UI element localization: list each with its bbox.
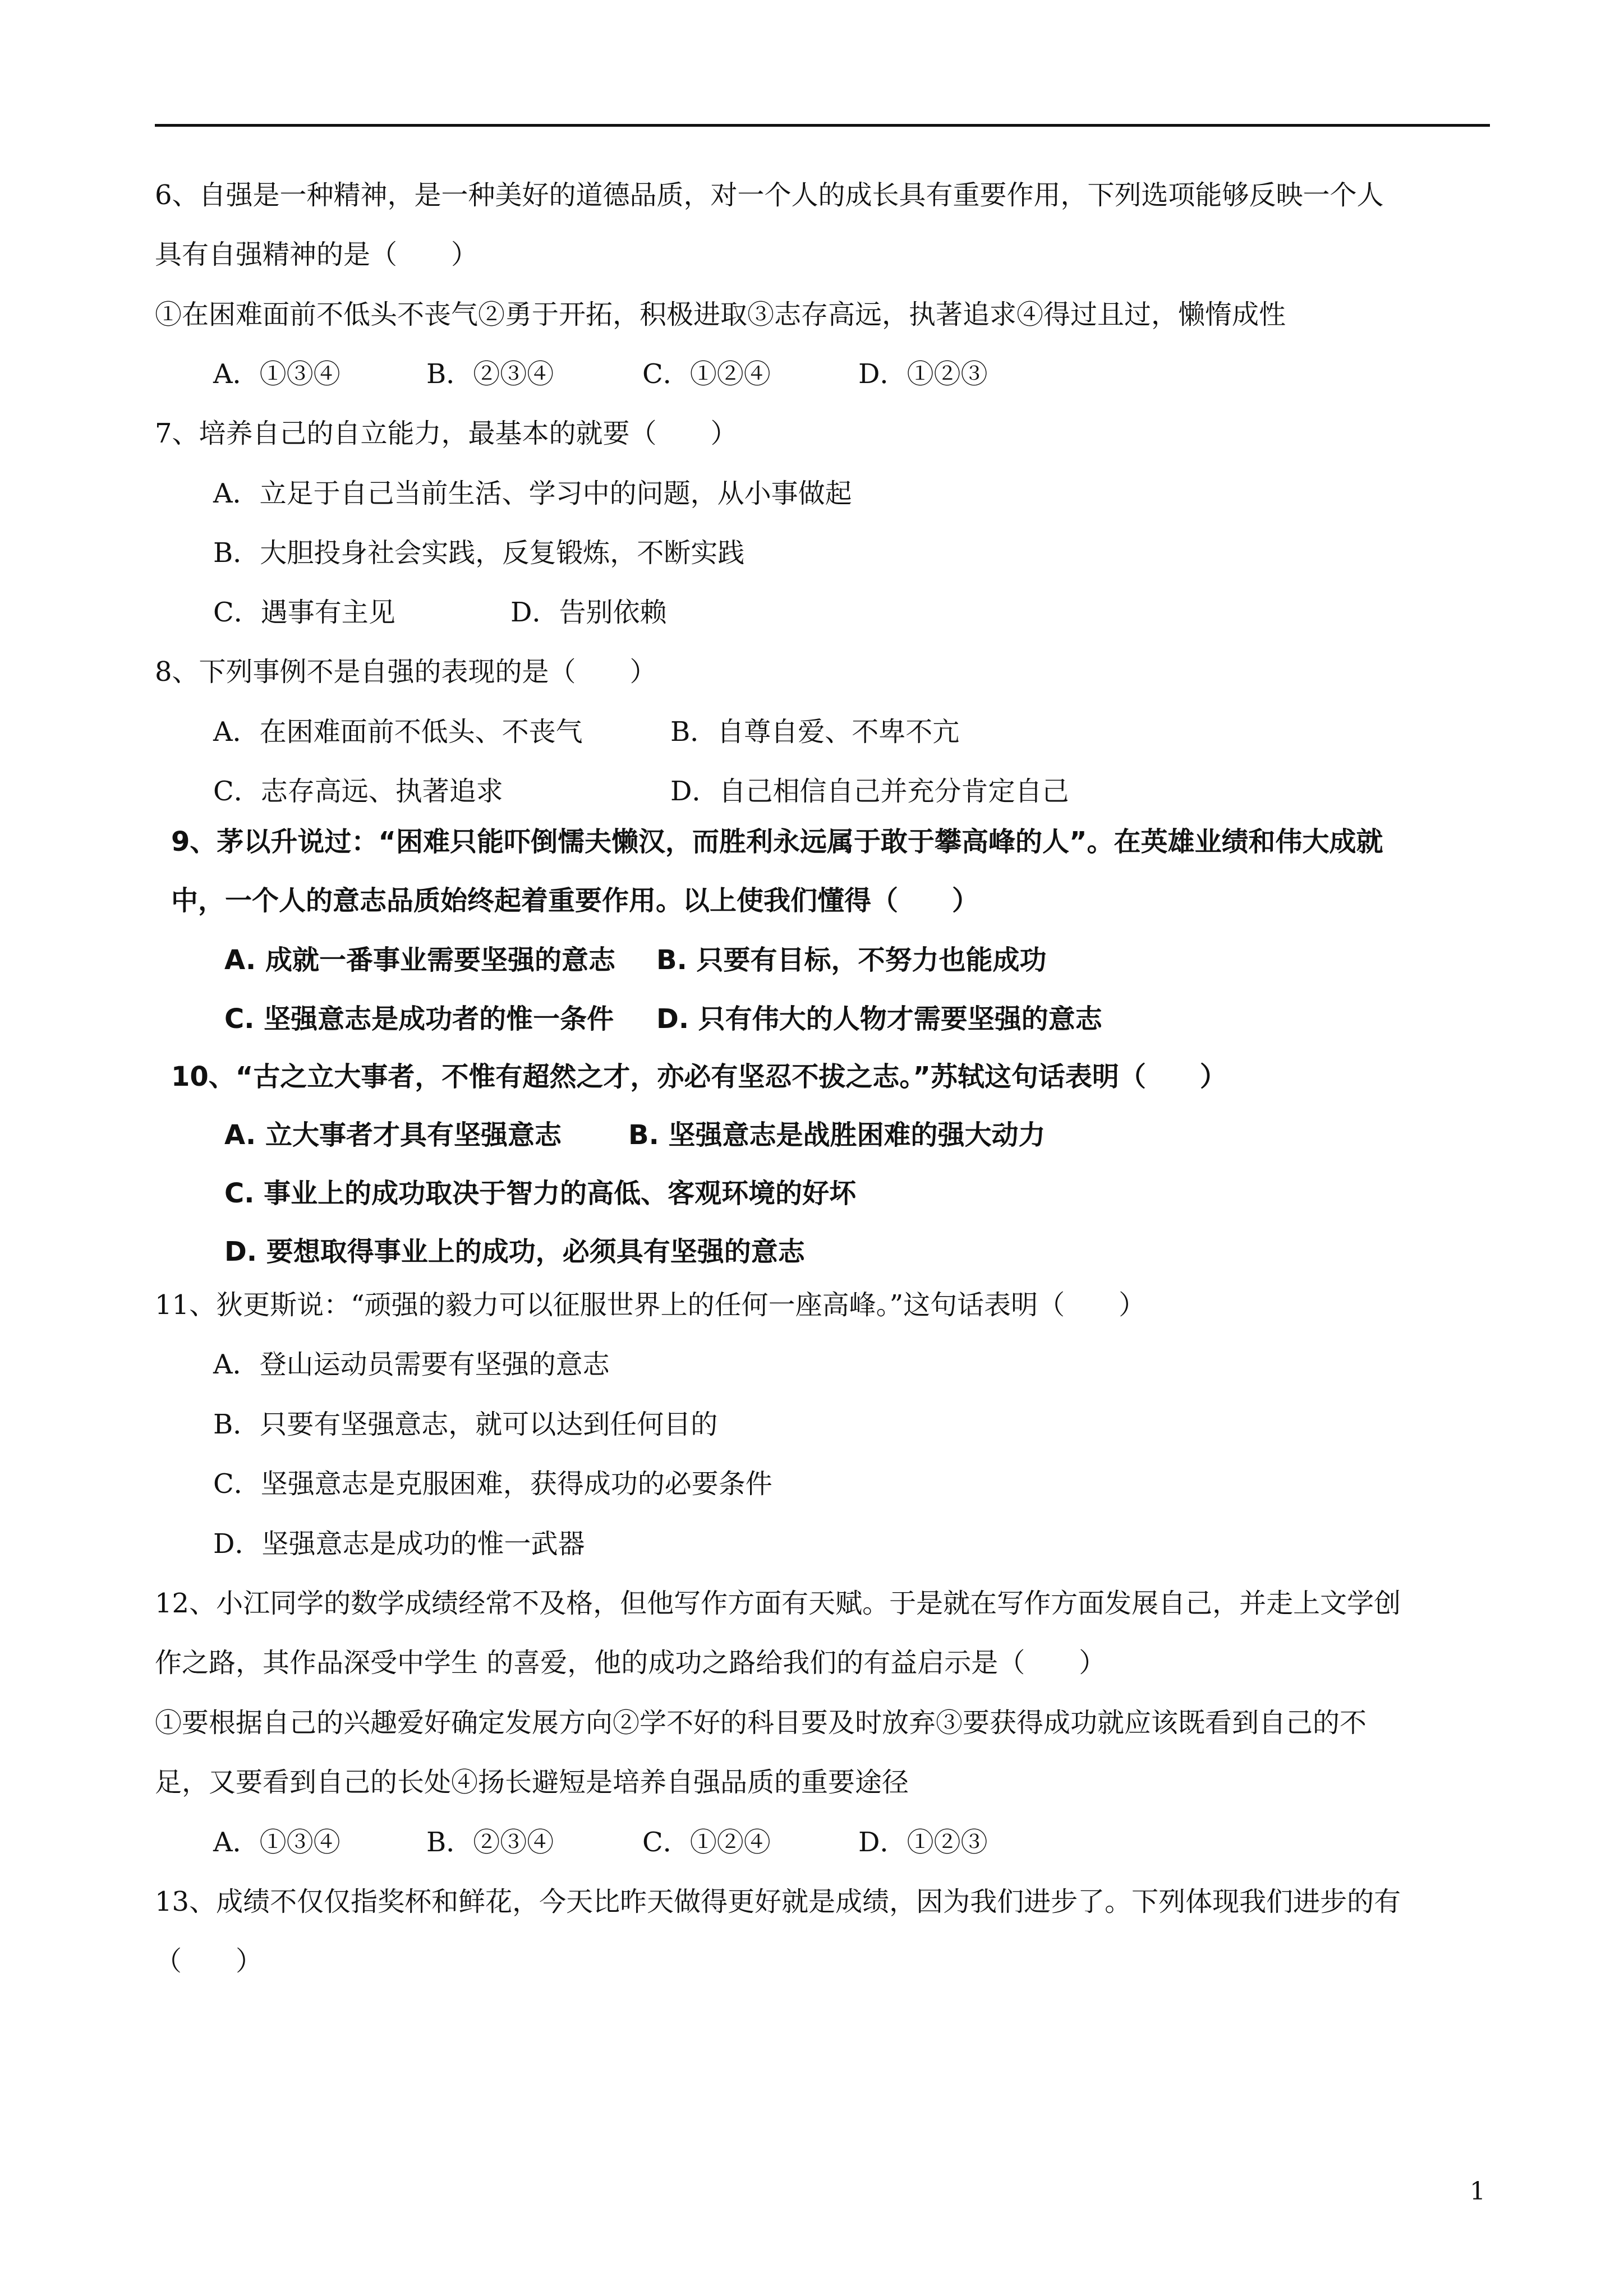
option-c: C．遇事有主见 [213, 597, 395, 628]
question-stem: 13、成绩不仅仅指奖杯和鲜花，今天比昨天做得更好就是成绩，因为我们进步了。下列体现我们进步的有 [155, 1886, 1401, 1917]
option-b: B．②③④ [426, 358, 554, 390]
option-c: C. 坚强意志是成功者的惟一条件 [224, 1003, 614, 1035]
option-d: D．自己相信自己并充分肯定自己 [670, 776, 1069, 807]
option-a: A. 立大事者才具有坚强意志 [224, 1119, 562, 1151]
question-stem: 作之路，其作品深受中学生 的喜爱，他的成功之路给我们的有益启示是（ ） [155, 1647, 1106, 1679]
option-a: A．立足于自己当前生活、学习中的问题，从小事做起 [213, 478, 852, 509]
question-stem: （ ） [155, 1945, 263, 1977]
option-b: B. 坚强意志是战胜困难的强大动力 [628, 1119, 1046, 1151]
option-d: D．①②③ [858, 358, 988, 390]
option-c: C．志存高远、执著追求 [213, 776, 503, 807]
option-d: D. 要想取得事业上的成功，必须具有坚强的意志 [224, 1236, 805, 1267]
option-c: C．坚强意志是克服困难，获得成功的必要条件 [213, 1468, 772, 1500]
option-b: B．只要有坚强意志，就可以达到任何目的 [213, 1409, 718, 1440]
option-b: B．大胆投身社会实践，反复锻炼，不断实践 [213, 537, 745, 569]
question-stem: 8、下列事例不是自强的表现的是（ ） [155, 656, 657, 688]
option-a: A．登山运动员需要有坚强的意志 [213, 1349, 610, 1380]
header-rule [155, 124, 1490, 127]
question-stem: 7、培养自己的自立能力，最基本的就要（ ） [155, 418, 738, 449]
option-a: A．①③④ [213, 358, 341, 390]
option-c: C．①②④ [642, 358, 771, 390]
option-d: D．①②③ [858, 1827, 988, 1858]
question-statement: ①在困难面前不低头不丧气②勇于开拓，积极进取③志存高远，执著追求④得过且过，懒惰成性 [155, 299, 1286, 330]
option-c: C. 事业上的成功取决于智力的高低、客观环境的好坏 [224, 1178, 857, 1209]
option-b: B. 只要有目标，不努力也能成功 [656, 944, 1047, 976]
question-stem: 12、小江同学的数学成绩经常不及格，但他写作方面有天赋。于是就在写作方面发展自己，并走上文学创 [155, 1588, 1401, 1619]
option-a: A. 成就一番事业需要坚强的意志 [224, 944, 615, 976]
option-d: D．告别依赖 [510, 597, 667, 628]
question-statement: ①要根据自己的兴趣爱好确定发展方向②学不好的科目要及时放弃③要获得成功就应该既看到自己的不 [155, 1707, 1367, 1739]
option-a: A．在困难面前不低头、不丧气 [213, 716, 583, 748]
question-stem: 10、“古之立大事者，不惟有超然之才，亦必有坚忍不拔之志。”苏轼这句话表明（ ） [171, 1061, 1227, 1092]
question-stem: 11、狄更斯说：“顽强的毅力可以征服世界上的任何一座高峰。”这句话表明（ ） [155, 1289, 1146, 1321]
question-stem: 9、茅以升说过：“困难只能吓倒懦夫懒汉，而胜利永远属于敢于攀高峰的人”。在英雄业绩和伟大成就 [171, 826, 1383, 857]
option-a: A．①③④ [213, 1827, 341, 1858]
option-d: D．坚强意志是成功的惟一武器 [213, 1528, 585, 1560]
question-statement: 足，又要看到自己的长处④扬长避短是培养自强品质的重要途径 [155, 1767, 909, 1798]
question-stem: 中，一个人的意志品质始终起着重要作用。以上使我们懂得（ ） [171, 885, 979, 916]
option-c: C．①②④ [642, 1827, 771, 1858]
question-stem: 6、自强是一种精神，是一种美好的道德品质，对一个人的成长具有重要作用，下列选项能够反映一个人 [155, 179, 1384, 211]
option-b: B．②③④ [426, 1827, 554, 1858]
page-number: 1 [1470, 2177, 1485, 2206]
option-d: D. 只有伟大的人物才需要坚强的意志 [656, 1003, 1102, 1035]
option-b: B．自尊自爱、不卑不亢 [670, 716, 960, 748]
question-stem: 具有自强精神的是（ ） [155, 239, 479, 270]
